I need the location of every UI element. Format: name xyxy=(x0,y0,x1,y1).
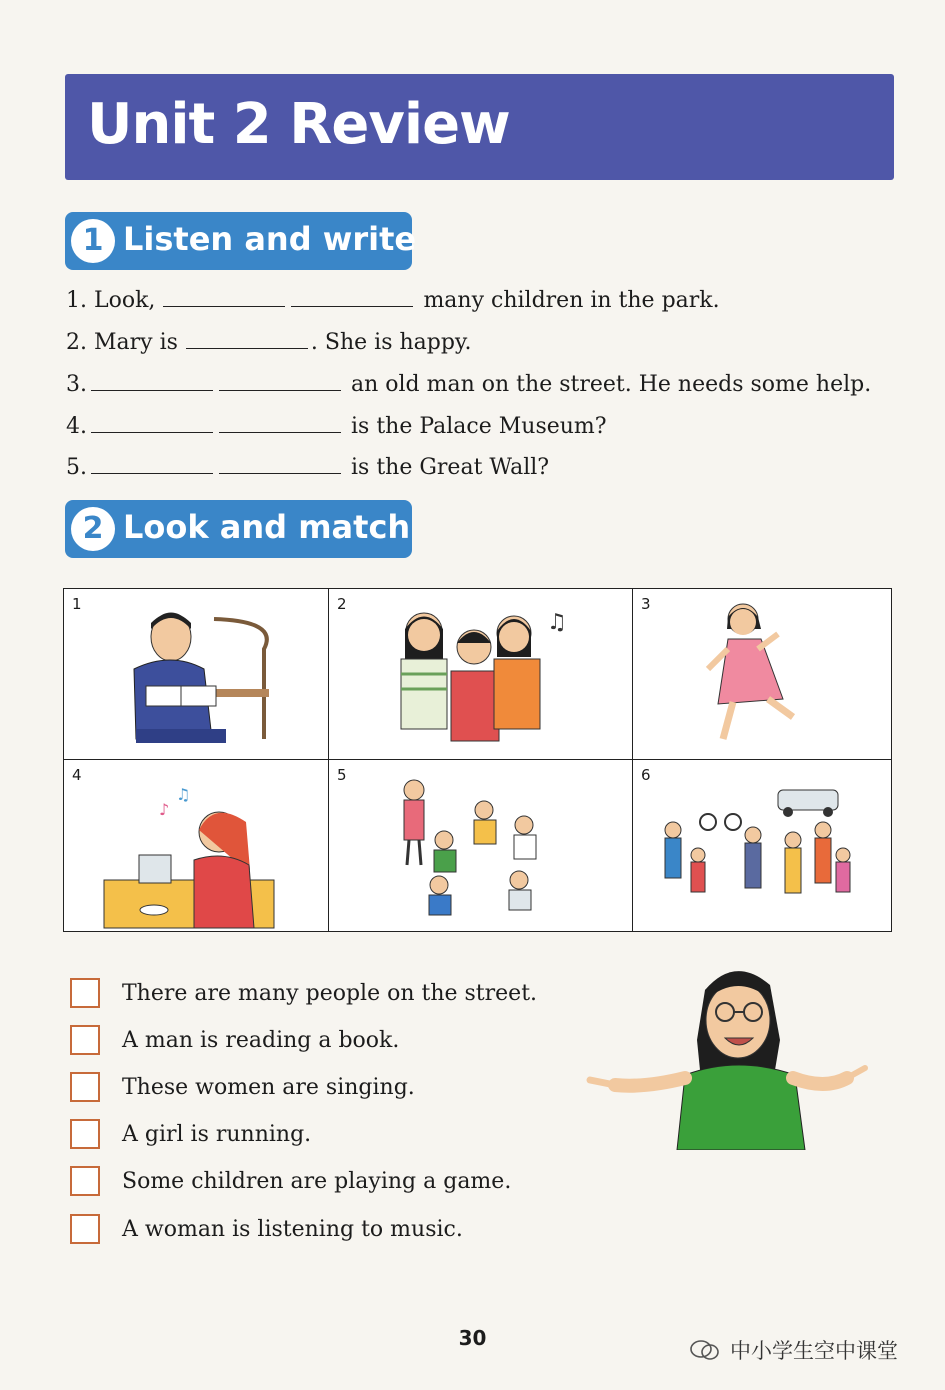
answer-checkbox[interactable] xyxy=(70,1166,100,1196)
svg-text:♫: ♫ xyxy=(547,610,567,635)
answer-checkbox[interactable] xyxy=(70,1072,100,1102)
match-sentence: Some children are playing a game. xyxy=(122,1168,512,1194)
picture-number: 4 xyxy=(72,766,82,784)
girl-pointing-illustration xyxy=(585,960,875,1150)
girl-running-illustration xyxy=(633,589,889,759)
question-2: 2. Mary is . She is happy. xyxy=(66,330,472,355)
match-item-2 xyxy=(70,1023,399,1057)
unit-banner xyxy=(65,74,894,180)
match-sentence: A man is reading a book. xyxy=(122,1027,400,1053)
answer-blank[interactable] xyxy=(186,347,308,349)
match-sentence: These women are singing. xyxy=(122,1074,415,1100)
match-sentence: A girl is running. xyxy=(122,1121,312,1147)
svg-text:♫: ♫ xyxy=(176,785,191,804)
section-number: 1 xyxy=(71,219,115,263)
page-number: 30 xyxy=(458,1326,487,1350)
svg-text:♪: ♪ xyxy=(159,800,170,819)
picture-cell-5[interactable] xyxy=(329,760,633,931)
match-item-4 xyxy=(70,1117,311,1151)
question-1: 1. Look, many children in the park. xyxy=(66,288,720,313)
picture-cell-3[interactable] xyxy=(633,589,891,760)
picture-number: 2 xyxy=(337,595,347,613)
answer-checkbox[interactable] xyxy=(70,1214,100,1244)
section-look-and-match xyxy=(65,500,412,558)
picture-number: 1 xyxy=(72,595,82,613)
answer-blank[interactable] xyxy=(291,305,413,307)
match-sentence: There are many people on the street. xyxy=(122,980,538,1006)
picture-number: 3 xyxy=(641,595,651,613)
children-playing-illustration xyxy=(329,760,631,930)
section-number: 2 xyxy=(71,507,115,551)
question-4: 4. is the Palace Museum? xyxy=(66,414,607,439)
match-item-3 xyxy=(70,1070,415,1104)
match-item-6 xyxy=(70,1212,463,1246)
answer-blank[interactable] xyxy=(91,472,213,474)
picture-number: 6 xyxy=(641,766,651,784)
picture-cell-6[interactable] xyxy=(633,760,891,931)
street-scene-illustration xyxy=(633,760,889,930)
picture-cell-1[interactable] xyxy=(64,589,329,760)
man-reading-illustration xyxy=(64,589,327,759)
wechat-icon xyxy=(690,1339,720,1361)
section-listen-and-write xyxy=(65,212,417,270)
match-item-5 xyxy=(70,1164,511,1198)
picture-cell-2[interactable] xyxy=(329,589,633,760)
watermark xyxy=(690,1335,898,1365)
picture-cell-4[interactable] xyxy=(64,760,329,931)
answer-blank[interactable] xyxy=(219,431,341,433)
match-sentence: A woman is listening to music. xyxy=(122,1216,463,1242)
answer-checkbox[interactable] xyxy=(70,978,100,1008)
question-5: 5. is the Great Wall? xyxy=(66,455,550,480)
answer-blank[interactable] xyxy=(219,472,341,474)
answer-blank[interactable] xyxy=(91,389,213,391)
answer-checkbox[interactable] xyxy=(70,1119,100,1149)
picture-number: 5 xyxy=(337,766,347,784)
question-3: 3. an old man on the street. He needs some help. xyxy=(66,372,872,397)
unit-title: Unit 2 Review xyxy=(87,92,510,157)
picture-grid xyxy=(63,588,892,932)
women-singing-illustration xyxy=(329,589,631,759)
answer-checkbox[interactable] xyxy=(70,1025,100,1055)
match-item-1 xyxy=(70,976,537,1010)
section-title: Listen and write xyxy=(123,220,417,258)
answer-blank[interactable] xyxy=(91,431,213,433)
answer-blank[interactable] xyxy=(219,389,341,391)
answer-blank[interactable] xyxy=(163,305,285,307)
section-title: Look and match xyxy=(123,508,411,546)
woman-listening-illustration xyxy=(64,760,327,930)
watermark-text: 中小学生空中课堂 xyxy=(730,1339,898,1363)
